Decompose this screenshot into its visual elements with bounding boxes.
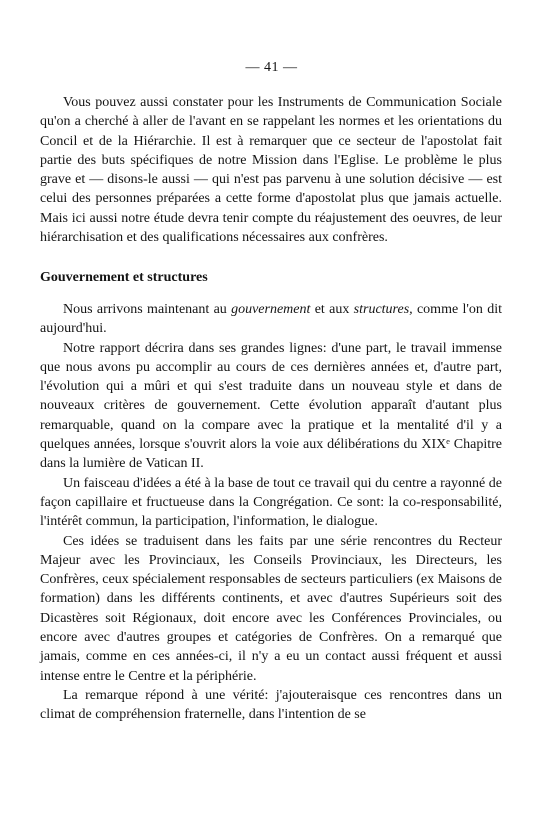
section-text-block bbox=[40, 300, 502, 725]
paragraph-remarque: La remarque répond à une vérité: j'ajouteraisque ces rencontres dans un climat de compréhension fraternelle, dans l'intention de se bbox=[40, 687, 502, 723]
italic-term-gouvernement: gouvernement bbox=[231, 302, 311, 317]
paragraph-rencontres: Ces idées se traduisent dans les faits par une série rencontres du Recteur Majeur avec les Provinciaux, les Conseils Provinciaux, les Directeurs, les Confrères, ceux spécialement responsables de secteurs particuliers (ex Maisons de formation) dans les différents continents, et avec d'autres Supérieurs soit des Dicastères soit Régionaux, doit encore avec les Conférences Provinciales, ou encore avec d'autres groupes et catégories de Confrères. On a remarqué que jamais, comme en ces années-ci, il n'y a eu un contact aussi fréquent et aussi intense entre le Centre et la périphérie. bbox=[40, 533, 502, 684]
paragraph-text: Nous arrivons maintenant au bbox=[63, 302, 232, 317]
paragraph-text: et aux bbox=[310, 302, 354, 317]
paragraph-faisceau-idees: Un faisceau d'idées a été à la base de tout ce travail qui du centre a rayonné de façon capillaire et fructueuse dans la Congrégation. Ce sont: la co-responsabilité, l'intérêt commun, la participation, l'information, le dialogue. bbox=[40, 475, 502, 530]
section-heading: Gouvernement et structures bbox=[40, 270, 208, 285]
italic-term-structures: structures, bbox=[353, 302, 413, 317]
paragraph-rapport: Notre rapport décrira dans ses grandes lignes: d'une part, le travail immense que nous avons pu accomplir au cours de ces dernières années et, d'autre part, l'évolution qui a mûri et qui s'est traduite dans un nouveau style et dans de nouveaux critères de gouvernement. Cette évolution apparaît d'autant plus remarquable, quand on la compare avec la pratique et la mentalité d'il y a quelques années, lorsque s'ouvrit alors la voie aux délibérations du XIXᵉ Chapitre dans la lumière de Vatican II. bbox=[40, 340, 502, 472]
paragraph-gouvernement bbox=[40, 300, 502, 339]
paragraph-communication-sociale: Vous pouvez aussi constater pour les Instruments de Communication Sociale qu'on a cherché à aller de l'avant en se rappelant les normes et les orientations du Concil et de la Hiérarchie. Il est à remarquer que ce secteur de l'apostolat fait partie des buts spécifiques de notre Mission dans l'Eglise. Le problème le plus grave et — disons-le aussi — qui n'est pas parvenu à une solution décisive — est celui des personnes préparées a cette forme d'apostolat plus que jamais actuelle. Mais ici aussi notre étude devra tenir compte du réajustement des oeuvres, de leur hiérarchisation et des qualifications nécessaires aux confrères. bbox=[40, 95, 502, 246]
paragraph-text: comme l'on dit aujourd'hui. bbox=[40, 302, 502, 337]
page-number: — 41 — bbox=[245, 60, 298, 75]
intro-text-block bbox=[40, 93, 502, 247]
